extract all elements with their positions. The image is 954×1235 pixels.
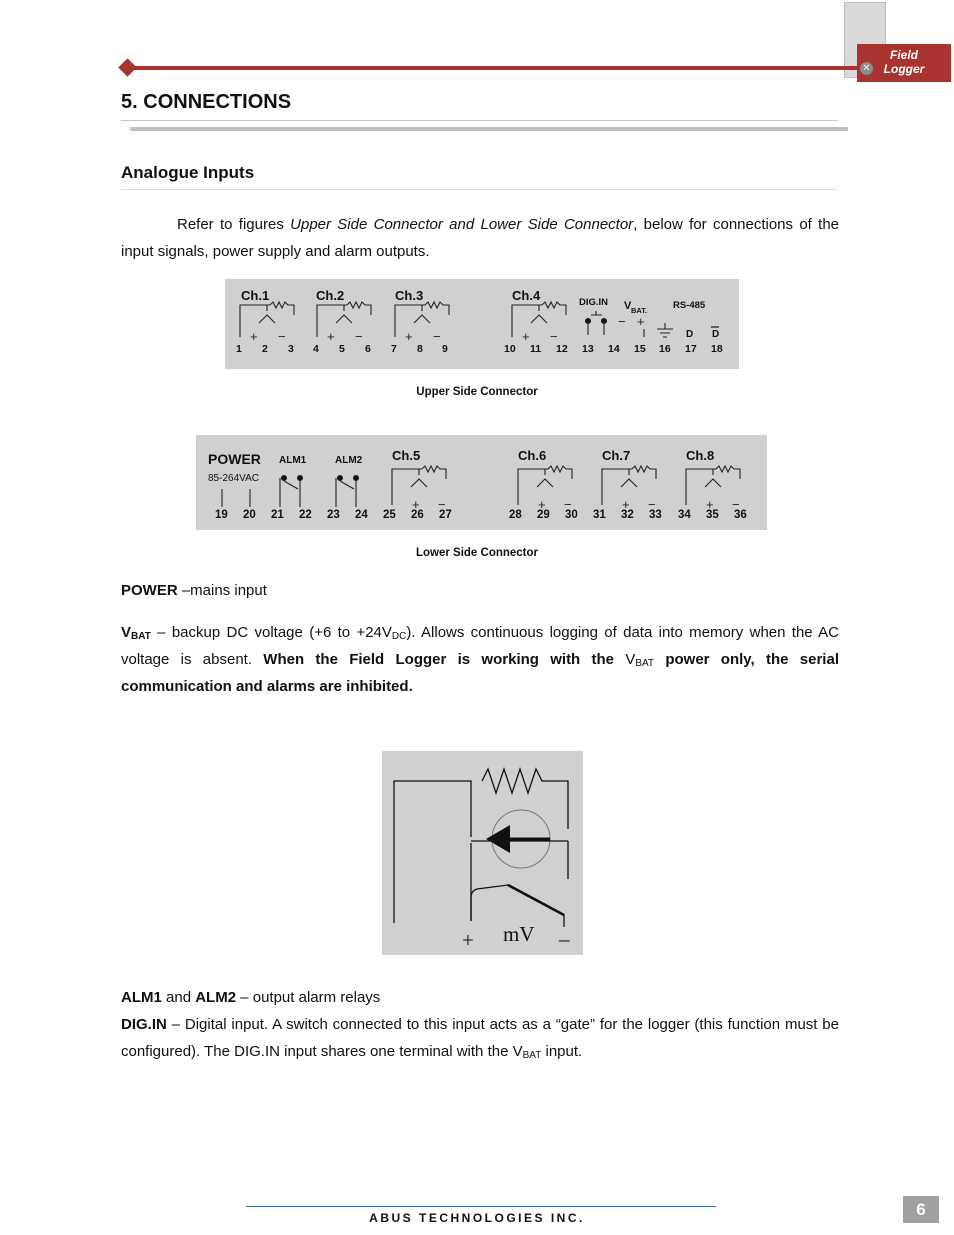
- mv-label: mV: [503, 922, 535, 946]
- digin-sub: BAT: [522, 1050, 542, 1061]
- terminal-number: 25: [383, 509, 396, 521]
- terminal-number: 12: [556, 343, 568, 355]
- svg-text:−: −: [438, 497, 446, 512]
- terminal-number: 1: [236, 343, 242, 355]
- terminal-number: 33: [649, 509, 662, 521]
- upper-connector-figure: [225, 279, 739, 369]
- intro-paragraph: [121, 211, 839, 265]
- svg-text:+: +: [538, 497, 546, 512]
- vbat-inline-sub: BAT: [635, 658, 655, 669]
- mv-plus-label: +: [462, 928, 474, 952]
- ch5-label: Ch.5: [392, 448, 421, 463]
- header-rule: [125, 66, 858, 70]
- intro-text-1: Refer to figures: [177, 216, 291, 233]
- terminal-number: 35: [706, 509, 719, 521]
- vbat-term-sub: BAT: [131, 631, 151, 642]
- svg-text:−: −: [648, 497, 656, 512]
- upper-connector-caption: Upper Side Connector: [416, 386, 538, 398]
- power-paragraph: [121, 577, 839, 604]
- svg-text:+: +: [622, 497, 630, 512]
- vbat-inline-v: V: [625, 651, 636, 668]
- section-number: 5.: [121, 91, 138, 113]
- svg-text:−: −: [564, 497, 572, 512]
- terminal-number: 16: [659, 343, 671, 355]
- vbat-sub-label: BAT.: [631, 306, 648, 315]
- svg-text:−: −: [278, 329, 286, 344]
- terminal-number: 32: [621, 509, 634, 521]
- svg-text:−: −: [355, 329, 363, 344]
- terminal-number: 14: [608, 343, 620, 355]
- ch2-label: Ch.2: [316, 288, 345, 303]
- lower-connector-caption: Lower Side Connector: [415, 547, 539, 559]
- page-number: 6: [903, 1196, 939, 1223]
- terminal-number: 4: [313, 343, 319, 355]
- vbat-term: V: [121, 624, 132, 641]
- intro-figure-names: Upper Side Connector and Lower Side Connector: [290, 216, 634, 233]
- svg-text:+: +: [250, 329, 258, 344]
- close-icon: ✕: [860, 62, 873, 75]
- alm-text: – output alarm relays: [236, 989, 381, 1006]
- terminal-number: 18: [711, 343, 723, 355]
- svg-text:+: +: [637, 314, 645, 329]
- dbar-label: D: [712, 329, 720, 340]
- terminal-number: 31: [593, 509, 606, 521]
- vbat-dc-sub: DC: [391, 631, 407, 642]
- mv-input-diagram: [382, 751, 583, 955]
- svg-text:−: −: [433, 329, 441, 344]
- brand-line-1: Field: [889, 48, 918, 62]
- terminal-number: 6: [365, 343, 371, 355]
- footer-rule: [246, 1206, 716, 1207]
- ch4-label: Ch.4: [512, 288, 541, 303]
- rs485-label: RS-485: [673, 300, 706, 311]
- digin-text-2: input.: [541, 1043, 583, 1060]
- svg-text:−: −: [618, 314, 626, 329]
- alm1-term: ALM1: [121, 989, 162, 1006]
- digin-label: DIG.IN: [579, 297, 609, 308]
- subsection-title: Analogue Inputs: [121, 163, 255, 182]
- svg-text:+: +: [405, 329, 413, 344]
- brand-line-2: Logger: [883, 62, 925, 76]
- terminal-number: 36: [734, 509, 747, 521]
- digin-paragraph: [121, 1011, 839, 1065]
- ch8-label: Ch.8: [686, 448, 715, 463]
- title-rule: [121, 120, 838, 121]
- terminal-number: 7: [391, 343, 397, 355]
- power-label: POWER: [208, 451, 261, 467]
- terminal-number: 34: [678, 509, 691, 521]
- terminal-number: 11: [530, 343, 542, 355]
- terminal-number: 2: [262, 343, 268, 355]
- terminal-number: 9: [442, 343, 448, 355]
- terminal-number: 21: [271, 509, 284, 521]
- terminal-number: 29: [537, 509, 550, 521]
- title-rule-thick: [130, 127, 848, 131]
- terminal-number: 27: [439, 509, 452, 521]
- vbat-text-1: – backup DC voltage (+6 to +24V: [150, 624, 392, 641]
- alm-and: and: [161, 989, 196, 1006]
- lower-connector-figure: [196, 435, 767, 530]
- ch7-label: Ch.7: [602, 448, 631, 463]
- terminal-number: 13: [582, 343, 594, 355]
- digin-text-1: – Digital input. A switch connected to this input acts as a “gate” for the logger (this function must be configured). The DIG.IN input shares one terminal with the V: [121, 1016, 839, 1060]
- power-term: POWER: [121, 582, 178, 599]
- svg-text:+: +: [522, 329, 530, 344]
- terminal-number: 15: [634, 343, 646, 355]
- terminal-number: 20: [243, 509, 256, 521]
- intro-text-2: , below for connections of the input signals, power supply and alarm outputs.: [121, 216, 840, 260]
- terminal-number: 22: [299, 509, 312, 521]
- terminal-number: 30: [565, 509, 578, 521]
- svg-text:+: +: [327, 329, 335, 344]
- vbat-paragraph: [121, 619, 839, 700]
- section-title: [121, 91, 291, 114]
- svg-text:+: +: [412, 497, 420, 512]
- terminal-number: 19: [215, 509, 228, 521]
- voltage-label: 85-264VAC: [208, 473, 259, 484]
- ch6-label: Ch.6: [518, 448, 547, 463]
- vbat-text-2: ). Allows continuous logging of data into memory when the AC voltage is absent.: [121, 624, 839, 668]
- alm-paragraph: [121, 984, 839, 1011]
- ch3-label: Ch.3: [395, 288, 424, 303]
- terminal-number: 24: [355, 509, 368, 521]
- footer-company: ABUS TECHNOLOGIES INC.: [369, 1211, 585, 1225]
- header-diamond-icon: [118, 58, 136, 76]
- ch1-label: Ch.1: [241, 288, 270, 303]
- digin-term: DIG.IN: [121, 1016, 167, 1033]
- terminal-number: 10: [504, 343, 516, 355]
- terminal-number: 28: [509, 509, 522, 521]
- svg-text:+: +: [706, 497, 714, 512]
- svg-text:−: −: [732, 497, 740, 512]
- terminal-number: 3: [288, 343, 294, 355]
- vbat-label: V: [624, 300, 632, 312]
- vbat-warning-1: When the Field Logger is working with the: [263, 651, 626, 668]
- power-text: –mains input: [177, 582, 267, 599]
- terminal-number: 23: [327, 509, 340, 521]
- terminal-number: 26: [411, 509, 424, 521]
- terminal-number: 5: [339, 343, 345, 355]
- d-label: D: [686, 329, 694, 340]
- subsection-rule: [121, 189, 837, 190]
- alm1-label: ALM1: [279, 455, 307, 466]
- terminal-number: 17: [685, 343, 697, 355]
- svg-text:−: −: [550, 329, 558, 344]
- terminal-number: 8: [417, 343, 423, 355]
- alm2-term: ALM2: [195, 989, 237, 1006]
- alm2-label: ALM2: [335, 455, 363, 466]
- section-title-text: CONNECTIONS: [143, 91, 292, 113]
- vbat-warning-2: power only, the serial communication and alarms are inhibited.: [121, 651, 839, 695]
- mv-minus-label: –: [559, 927, 570, 951]
